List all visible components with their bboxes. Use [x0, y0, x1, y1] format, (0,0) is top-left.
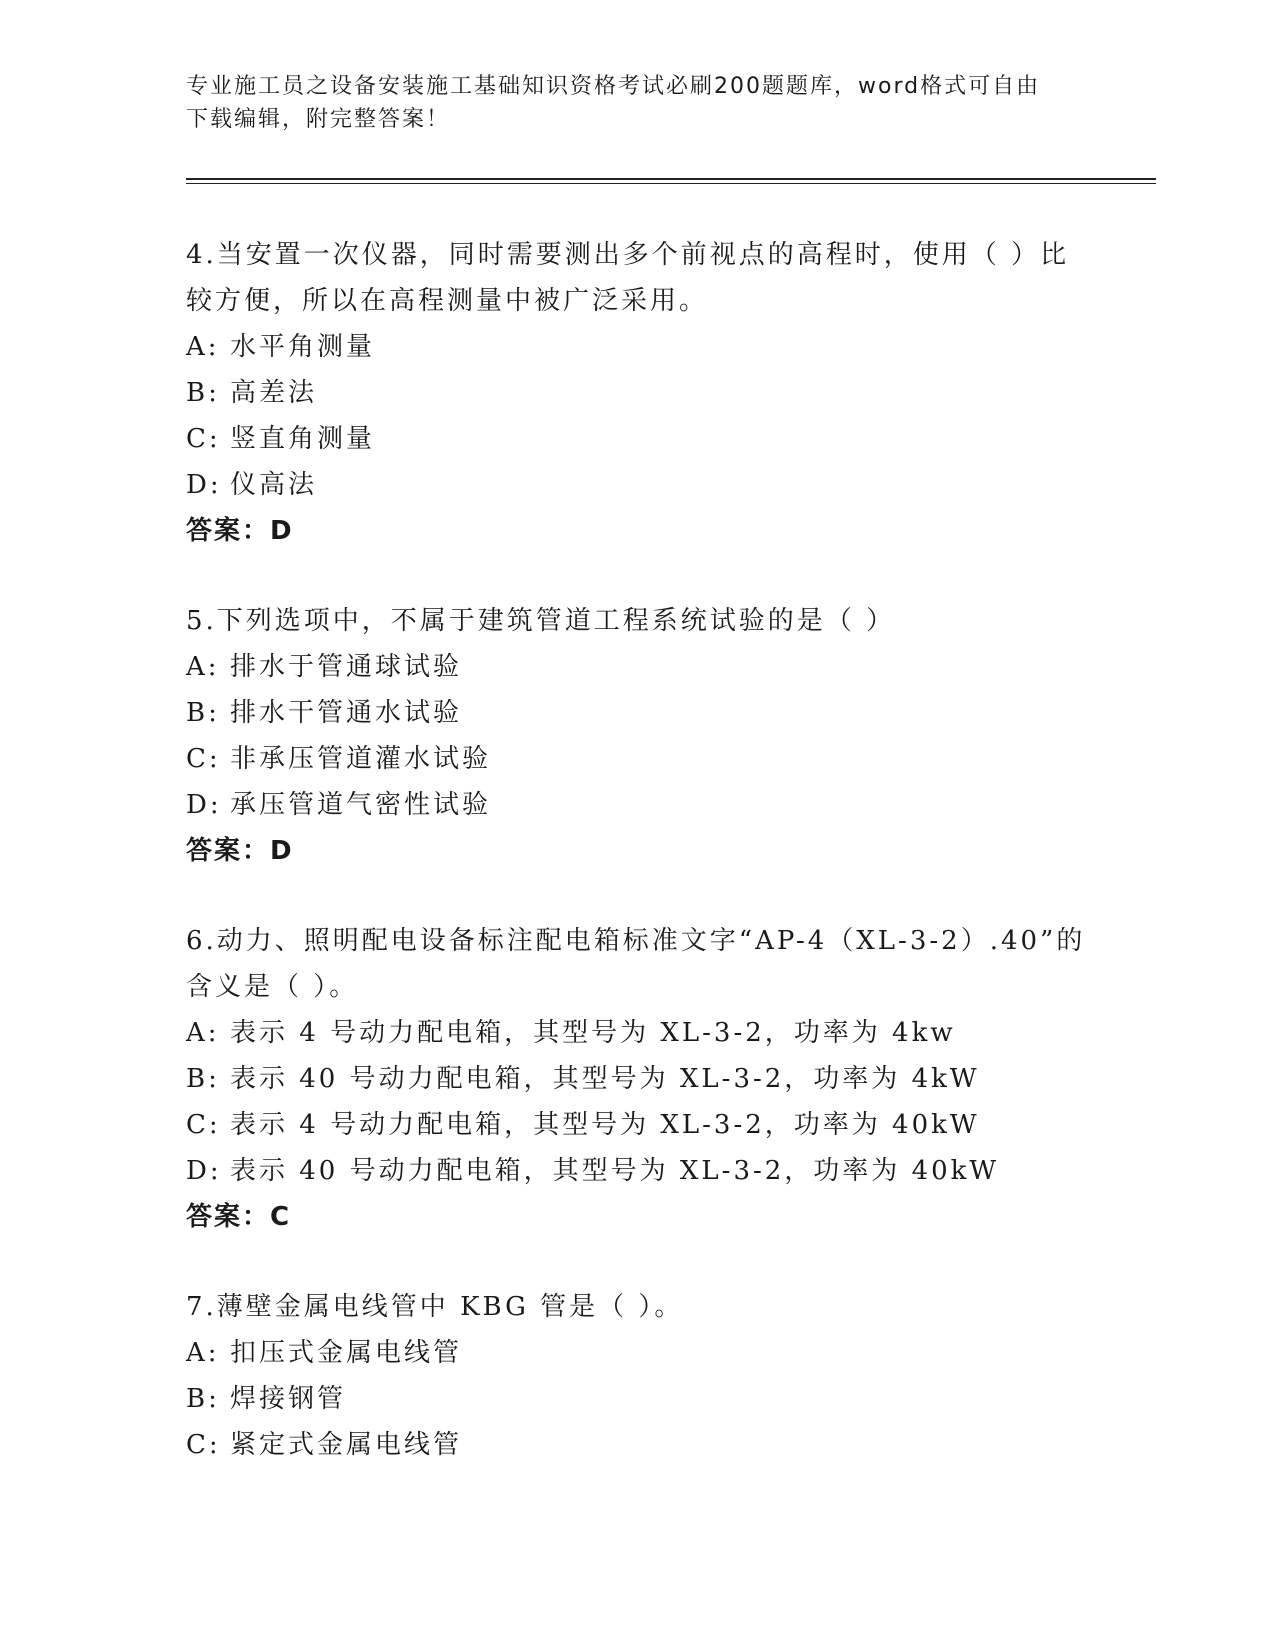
question-5 [186, 598, 1086, 874]
option-text: 表示 40 号动力配电箱，其型号为 XL-3-2，功率为 4kW [230, 1064, 980, 1094]
option-text: 焊接钢管 [230, 1384, 347, 1414]
question-list [186, 232, 1086, 1512]
option-d [186, 1148, 1086, 1194]
option-letter: C: [186, 1110, 221, 1140]
option-letter: B: [186, 698, 220, 728]
option-a [186, 1330, 1086, 1376]
option-letter: A: [186, 1338, 220, 1368]
option-text: 仪高法 [230, 470, 318, 500]
option-text: 高差法 [230, 378, 318, 408]
option-letter: D: [186, 1156, 222, 1186]
option-text: 表示 4 号动力配电箱，其型号为 XL-3-2，功率为 4kw [230, 1018, 956, 1048]
header-line-2: 下载编辑，附完整答案！ [186, 107, 451, 132]
answer-line: 答案：D [186, 836, 294, 866]
question-7 [186, 1284, 1086, 1468]
question-4 [186, 232, 1086, 554]
option-text: 排水干管通水试验 [230, 698, 463, 728]
option-c [186, 416, 1086, 462]
option-letter: C: [186, 1430, 221, 1460]
answer-line: 答案：C [186, 1202, 292, 1232]
document-header [186, 70, 1086, 136]
option-c [186, 1102, 1086, 1148]
option-letter: A: [186, 652, 220, 682]
option-text: 水平角测量 [230, 332, 376, 362]
header-divider-thin [186, 183, 1156, 184]
question-text: 6.动力、照明配电设备标注配电箱标准文字“AP-4（XL-3-2）.40”的含义是（ ）。 [186, 926, 1086, 1002]
option-text: 表示 40 号动力配电箱，其型号为 XL-3-2，功率为 40kW [230, 1156, 1000, 1186]
option-b [186, 690, 1086, 736]
option-letter: D: [186, 470, 222, 500]
header-line-1: 专业施工员之设备安装施工基础知识资格考试必刷200题题库，word格式可自由 [186, 74, 1041, 99]
option-letter: C: [186, 424, 221, 454]
option-letter: A: [186, 332, 220, 362]
header-divider-thick [186, 178, 1156, 180]
option-c [186, 736, 1086, 782]
question-text: 7.薄壁金属电线管中 KBG 管是（ ）。 [186, 1292, 684, 1322]
answer-line: 答案：D [186, 516, 294, 546]
option-b [186, 1376, 1086, 1422]
option-d [186, 462, 1086, 508]
question-6 [186, 918, 1086, 1240]
option-a [186, 644, 1086, 690]
option-letter: D: [186, 790, 222, 820]
option-text: 非承压管道灌水试验 [230, 744, 492, 774]
option-text: 扣压式金属电线管 [230, 1338, 463, 1368]
option-letter: C: [186, 744, 221, 774]
option-text: 表示 4 号动力配电箱，其型号为 XL-3-2，功率为 40kW [230, 1110, 980, 1140]
option-text: 承压管道气密性试验 [230, 790, 492, 820]
option-text: 竖直角测量 [230, 424, 376, 454]
option-letter: B: [186, 378, 220, 408]
option-letter: A: [186, 1018, 220, 1048]
option-letter: B: [186, 1064, 220, 1094]
option-text: 排水于管通球试验 [230, 652, 463, 682]
option-a [186, 1010, 1086, 1056]
question-text: 5.下列选项中，不属于建筑管道工程系统试验的是（ ） [186, 606, 896, 636]
option-text: 紧定式金属电线管 [230, 1430, 463, 1460]
option-c [186, 1422, 1086, 1468]
option-b [186, 1056, 1086, 1102]
option-b [186, 370, 1086, 416]
option-a [186, 324, 1086, 370]
question-text: 4.当安置一次仪器，同时需要测出多个前视点的高程时，使用（ ）比较方便，所以在高程测量中被广泛采用。 [186, 240, 1070, 316]
option-d [186, 782, 1086, 828]
option-letter: B: [186, 1384, 220, 1414]
